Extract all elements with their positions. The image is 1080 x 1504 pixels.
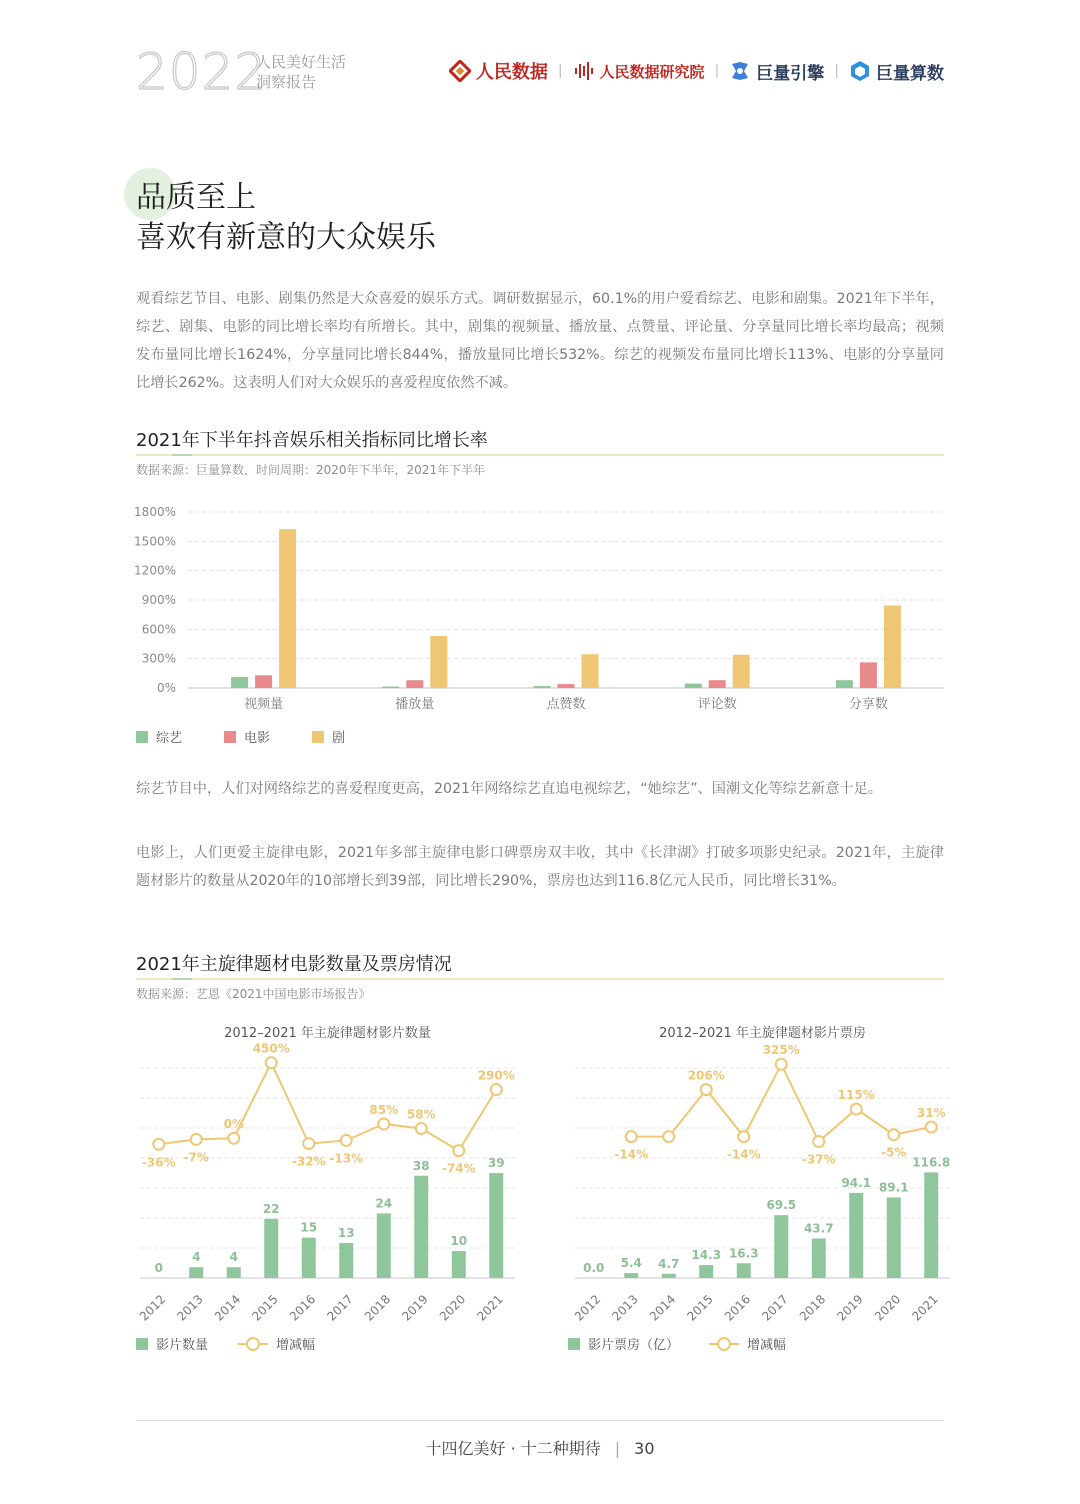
change-rate-point: [663, 1131, 674, 1142]
people-data-institute-logo: [573, 60, 705, 82]
people-data-logo-text: 人民数据: [475, 62, 548, 83]
bar: [339, 1243, 353, 1278]
change-rate-point: [626, 1131, 637, 1142]
change-rate-point: [738, 1131, 749, 1142]
chart-title: 2012–2021 年主旋律题材影片票房: [659, 1026, 866, 1041]
x-year-label: 2016: [721, 1292, 754, 1324]
report-subtitle: [256, 52, 346, 92]
bar: [849, 1193, 863, 1278]
bar-1-0: [382, 687, 399, 688]
bar-value-label: 0: [154, 1261, 163, 1275]
bar: [264, 1219, 278, 1278]
change-rate-label: -37%: [801, 1152, 836, 1167]
chart1-legend: [136, 727, 345, 746]
x-year-label: 2013: [174, 1292, 206, 1324]
growth-rate-bar-chart: [120, 496, 960, 726]
report-subtitle-line1: 人民美好生活: [256, 53, 347, 71]
change-rate-label: 450%: [252, 1041, 290, 1056]
legend-label-change-rate: 增减幅: [747, 1338, 787, 1353]
soundwave-icon: [573, 60, 595, 82]
ocean-engine-logo: [729, 59, 824, 84]
page-number: 30: [634, 1439, 655, 1458]
bar-value-label: 24: [375, 1196, 393, 1211]
bar-value-label: 22: [262, 1201, 280, 1216]
change-rate-label: -14%: [614, 1147, 649, 1162]
change-rate-label: 0%: [223, 1117, 244, 1132]
change-rate-label: -74%: [441, 1161, 476, 1176]
change-rate-point: [416, 1123, 427, 1134]
bar-value-label: 14.3: [691, 1248, 722, 1263]
bar-value-label: 15: [300, 1220, 318, 1235]
bar-0-0: [231, 677, 248, 688]
report-year: 2022: [136, 43, 268, 101]
bar: [227, 1267, 241, 1278]
people-data-institute-logo-text: 人民数据研究院: [599, 62, 705, 81]
bar: [189, 1267, 203, 1278]
logo-divider: |: [557, 63, 563, 79]
legend-label-film-count: 影片数量: [156, 1338, 209, 1353]
bar: [414, 1176, 428, 1278]
bar-value-label: 0.0: [583, 1261, 605, 1275]
bar-1-2: [430, 636, 447, 688]
ocean-engine-logo-text: 巨量引擎: [756, 63, 825, 84]
bar-value-label: 10: [450, 1234, 468, 1249]
x-year-label: 2018: [361, 1292, 394, 1324]
ocean-arithmetic-logo-text: 巨量算数: [876, 63, 944, 84]
x-year-label: 2016: [286, 1292, 319, 1324]
bar-0-2: [279, 529, 296, 688]
bar-3-1: [709, 680, 726, 688]
chart3-legend: [568, 1334, 786, 1353]
x-year-label: 2017: [759, 1292, 791, 1324]
change-rate-label: -13%: [329, 1151, 364, 1166]
bar: [489, 1173, 503, 1278]
bar-4-0: [836, 680, 853, 688]
chart2-legend: [136, 1334, 315, 1353]
legend-item-film-count: [136, 1334, 208, 1353]
change-rate-label: -36%: [141, 1155, 176, 1170]
change-rate-point: [153, 1139, 164, 1150]
ocean-arithmetic-icon: [849, 60, 871, 82]
x-year-label: 2018: [796, 1292, 829, 1324]
bar: [812, 1238, 826, 1278]
bar: [924, 1172, 938, 1278]
bar-value-label: 4.7: [658, 1256, 680, 1271]
change-rate-point: [266, 1057, 277, 1068]
x-year-label: 2014: [646, 1292, 679, 1324]
x-year-label: 2015: [249, 1292, 281, 1324]
bar-value-label: 5.4: [620, 1256, 642, 1271]
x-year-label: 2021: [474, 1292, 506, 1324]
section-title: 品质至上: [136, 180, 256, 215]
change-rate-point: [851, 1104, 862, 1115]
intro-paragraph: 观看综艺节目、电影、剧集仍然是大众喜爱的娱乐方式。调研数据显示，60.1%的用户爱看综艺、电影和剧集。2021年下半年，综艺、剧集、电影的同比增长率均有所增长。其中，剧集的视频量、播放量、点赞量、评论量、分享量同比增长率均最高；视频发布量同比增长1624%，分享量同比增长844%，播放量同比增长532%。综艺的视频发布量同比增长113%、电影的分享量同比增长262%。这表明人们对大众娱乐的喜爱程度依然不减。: [136, 291, 944, 391]
x-year-label: 2012: [136, 1292, 169, 1324]
bar-4-2: [884, 605, 901, 688]
bar: [737, 1263, 751, 1278]
bar-0-1: [255, 675, 272, 688]
x-category-label: 点赞数: [546, 697, 586, 712]
report-subtitle-line2: 洞察报告: [256, 73, 317, 91]
legend-item-change-rate: [709, 1334, 786, 1353]
change-rate-point: [378, 1118, 389, 1129]
ocean-arithmetic-logo: [849, 59, 944, 84]
change-rate-label: -32%: [291, 1154, 326, 1169]
change-rate-label: 58%: [406, 1107, 436, 1122]
x-year-label: 2019: [399, 1292, 431, 1324]
chart1-source: 数据来源：巨量算数，时间周期：2020年下半年，2021年下半年: [136, 463, 486, 477]
footer-slogan: 十四亿美好 · 十二种期待: [425, 1439, 601, 1458]
y-tick-label: 1200%: [134, 563, 176, 578]
x-year-label: 2014: [211, 1292, 244, 1324]
bar: [302, 1238, 316, 1278]
change-rate-label: -5%: [881, 1145, 907, 1160]
change-rate-label: 206%: [687, 1068, 725, 1083]
x-year-label: 2019: [834, 1292, 866, 1324]
x-year-label: 2020: [436, 1292, 469, 1324]
bar-value-label: 116.8: [912, 1155, 951, 1170]
logo-divider: |: [834, 63, 839, 79]
change-rate-line: [631, 1064, 931, 1141]
page-footer: 十四亿美好 · 十二种期待 | 30: [425, 1439, 655, 1458]
bar: [699, 1265, 713, 1278]
bar: [624, 1273, 638, 1278]
y-tick-label: 1500%: [134, 534, 176, 549]
bar-value-label: 69.5: [766, 1198, 797, 1213]
people-data-logo: [449, 58, 548, 84]
bar: [377, 1213, 391, 1278]
change-rate-line: [159, 1063, 497, 1151]
change-rate-point: [701, 1084, 712, 1095]
legend-label-drama: 剧: [332, 731, 346, 746]
bar-value-label: 39: [487, 1156, 505, 1171]
bar-value-label: 38: [412, 1158, 430, 1173]
change-rate-label: 115%: [837, 1088, 875, 1103]
legend-label-box-office: 影片票房（亿）: [588, 1338, 680, 1353]
box-office-combo-chart: [555, 1015, 965, 1325]
variety-paragraph: 综艺节目中，人们对网络综艺的喜爱程度更高，2021年网络综艺直追电视综艺，“她综艺”、国潮文化等综艺新意十足。: [136, 781, 882, 797]
change-rate-point: [228, 1133, 239, 1144]
change-rate-point: [813, 1136, 824, 1147]
film-count-combo-chart: [120, 1015, 530, 1325]
ocean-engine-icon: [729, 60, 751, 82]
change-rate-point: [888, 1129, 899, 1140]
bar-2-1: [558, 684, 575, 688]
bar: [774, 1215, 788, 1278]
y-tick-label: 300%: [141, 651, 176, 666]
legend-item-box-office: [568, 1334, 679, 1353]
bar: [662, 1274, 676, 1278]
footer-divider: [136, 1420, 944, 1421]
x-year-label: 2020: [871, 1292, 904, 1324]
change-rate-point: [776, 1059, 787, 1070]
change-rate-point: [453, 1145, 464, 1156]
y-tick-label: 1800%: [134, 505, 176, 519]
bar-value-label: 16.3: [728, 1246, 759, 1261]
y-tick-label: 0%: [156, 681, 176, 695]
partner-logos: [449, 58, 944, 84]
change-rate-label: -14%: [726, 1147, 761, 1162]
bar-value-label: 13: [337, 1226, 355, 1241]
bar: [887, 1197, 901, 1278]
legend-item-change-rate: [238, 1334, 315, 1353]
section-subtitle: 喜欢有新意的大众娱乐: [136, 220, 436, 255]
chart2-title: 2021年主旋律题材电影数量及票房情况: [136, 954, 452, 975]
legend-label-change-rate: 增减幅: [276, 1338, 316, 1353]
y-tick-label: 600%: [141, 622, 176, 637]
x-year-label: 2012: [571, 1292, 604, 1324]
x-year-label: 2013: [609, 1292, 641, 1324]
change-rate-label: 31%: [916, 1106, 946, 1121]
bar-value-label: 43.7: [803, 1221, 834, 1236]
bar-4-1: [860, 662, 877, 688]
change-rate-point: [926, 1122, 937, 1133]
bar: [452, 1251, 466, 1278]
bar-1-1: [406, 680, 423, 688]
change-rate-label: 325%: [762, 1043, 800, 1058]
legend-label-film: 电影: [244, 731, 271, 746]
y-tick-label: 900%: [141, 593, 176, 607]
change-rate-point: [303, 1138, 314, 1149]
legend-item-film: [224, 727, 270, 746]
x-year-label: 2015: [684, 1292, 716, 1324]
bar-value-label: 89.1: [878, 1180, 909, 1195]
change-rate-label: 290%: [477, 1068, 515, 1083]
change-rate-label: 85%: [369, 1102, 399, 1117]
x-category-label: 播放量: [395, 697, 435, 712]
x-category-label: 评论数: [697, 697, 737, 712]
legend-label-variety: 综艺: [156, 731, 183, 746]
bar-2-2: [582, 654, 599, 688]
legend-item-variety: [136, 727, 182, 746]
film-paragraph: 电影上，人们更爱主旋律电影，2021年多部主旋律电影口碑票房双丰收，其中《长津湖》打破多项影史纪录。2021年，主旋律题材影片的数量从2020年的10部增长到39部，同比增长290%，票房也达到116.8亿元人民币，同比增长31%。: [136, 845, 944, 889]
chart2-title-underline: [136, 978, 944, 980]
x-category-label: 视频量: [244, 697, 284, 712]
bar-3-2: [733, 655, 750, 688]
chart2-source: 数据来源：艺恩《2021中国电影市场报告》: [136, 987, 371, 1001]
change-rate-point: [491, 1084, 502, 1095]
change-rate-point: [191, 1134, 202, 1145]
x-year-label: 2021: [909, 1292, 941, 1324]
chart-title: 2012–2021 年主旋律题材影片数量: [224, 1026, 431, 1041]
bar-value-label: 4: [192, 1250, 201, 1265]
bar-3-0: [685, 684, 702, 688]
bar-value-label: 4: [229, 1250, 238, 1265]
logo-divider: |: [714, 63, 720, 79]
people-data-icon: [449, 60, 471, 82]
bar-value-label: 94.1: [841, 1175, 872, 1190]
chart1-title: 2021年下半年抖音娱乐相关指标同比增长率: [136, 430, 488, 451]
x-year-label: 2017: [324, 1292, 356, 1324]
bar-2-0: [534, 686, 551, 688]
change-rate-point: [341, 1135, 352, 1146]
chart1-title-underline: [136, 454, 944, 456]
change-rate-label: -7%: [183, 1150, 209, 1165]
legend-item-drama: [312, 727, 345, 746]
x-category-label: 分享数: [848, 697, 888, 712]
